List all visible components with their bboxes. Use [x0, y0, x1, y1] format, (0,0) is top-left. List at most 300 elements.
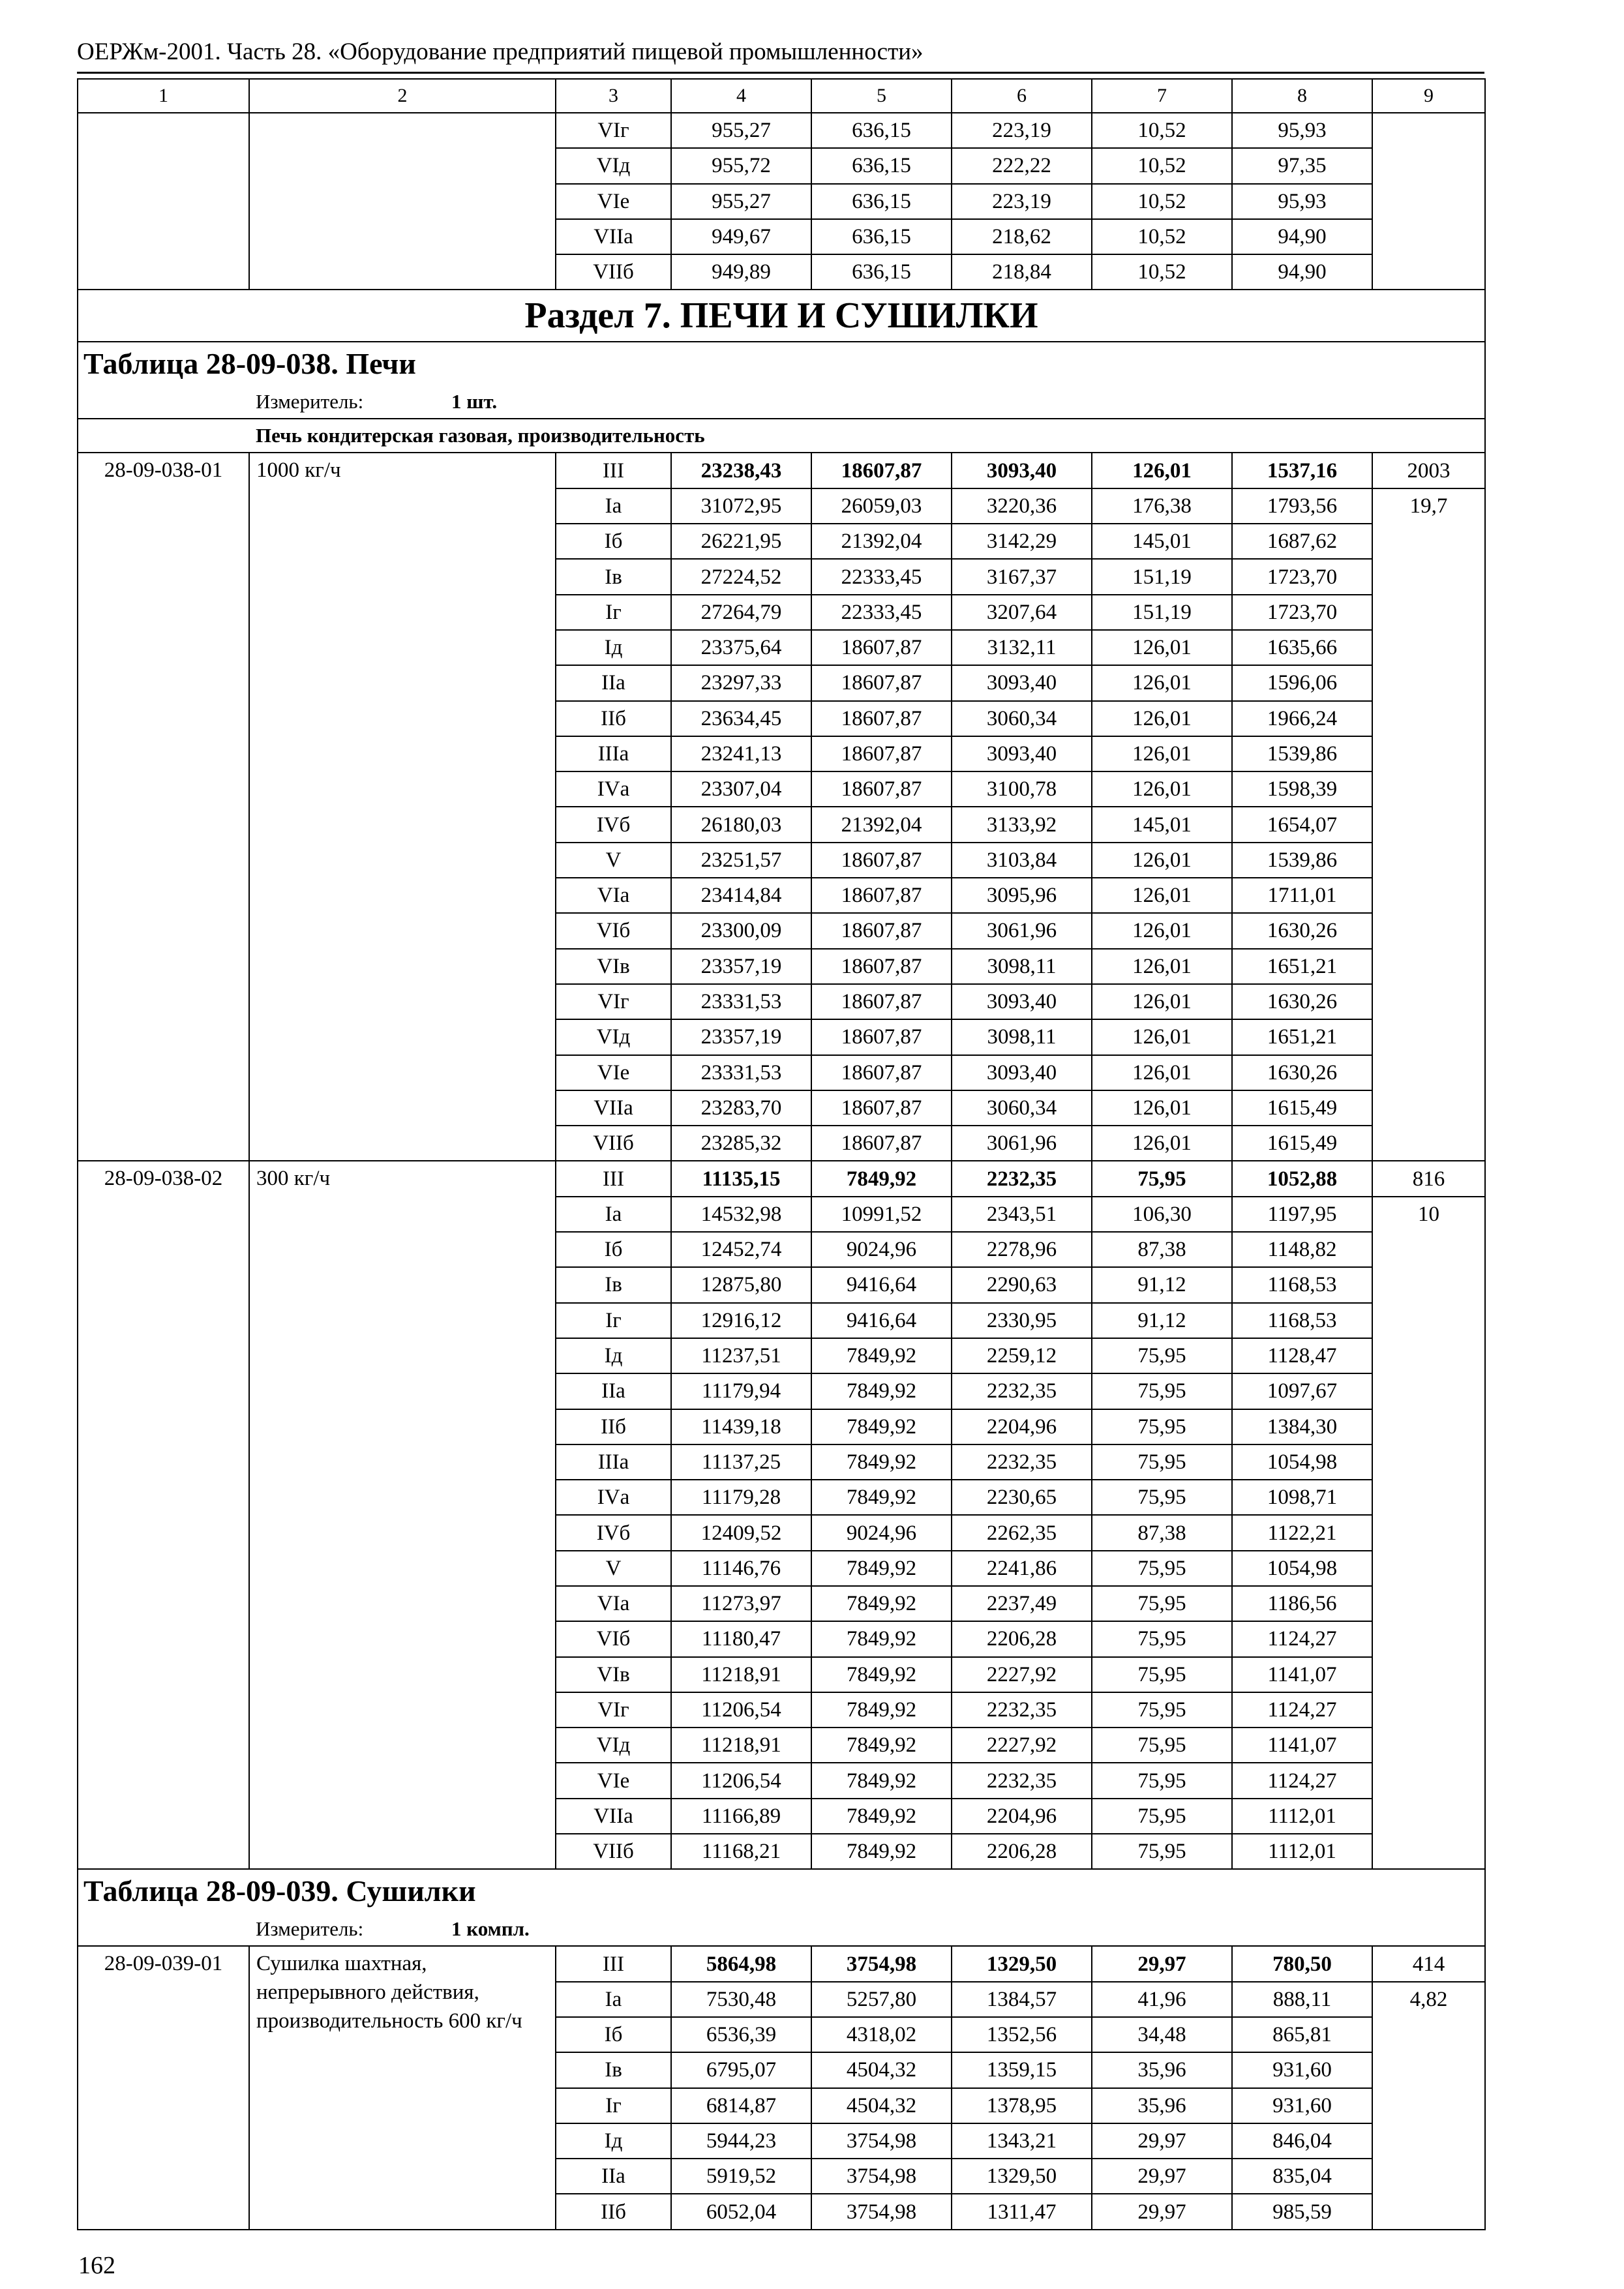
value-cell: 94,90 [1232, 254, 1372, 290]
zone-cell: IIб [556, 701, 671, 736]
name-cell: Сушилка шахтная, непрерывного действия, производительность 600 кг/ч [249, 1946, 556, 2229]
value-cell: 23307,04 [671, 771, 811, 807]
value-cell: 23283,70 [671, 1090, 811, 1126]
value-cell: 1359,15 [952, 2052, 1092, 2087]
value-cell: 126,01 [1092, 1055, 1232, 1090]
value-cell: 35,96 [1092, 2088, 1232, 2123]
value-cell: 11179,28 [671, 1480, 811, 1515]
resource-cell [1372, 113, 1485, 290]
zone-cell: Iб [556, 524, 671, 559]
value-cell: 2290,63 [952, 1267, 1092, 1302]
zone-cell: Iг [556, 2088, 671, 2123]
value-cell: 11179,94 [671, 1373, 811, 1409]
zone-cell: VIIа [556, 1090, 671, 1126]
value-cell: 18607,87 [811, 1090, 952, 1126]
value-cell: 75,95 [1092, 1799, 1232, 1834]
value-cell: 18607,87 [811, 630, 952, 665]
value-cell: 11137,25 [671, 1444, 811, 1480]
value-cell: 18607,87 [811, 1126, 952, 1161]
value-cell: 1097,67 [1232, 1373, 1372, 1409]
measure-cell [78, 385, 1485, 419]
value-cell: 3061,96 [952, 913, 1092, 948]
zone-cell: VIа [556, 878, 671, 913]
value-cell: 7849,92 [811, 1799, 952, 1834]
zone-cell: Iг [556, 595, 671, 630]
value-cell: 1615,49 [1232, 1090, 1372, 1126]
value-cell: 10,52 [1092, 148, 1232, 183]
column-number: 7 [1092, 79, 1232, 113]
value-cell: 1054,98 [1232, 1444, 1372, 1480]
resource-value: 2003 [1372, 453, 1485, 488]
measure-row [78, 1913, 1485, 1946]
value-cell: 26180,03 [671, 807, 811, 842]
value-cell: 18607,87 [811, 665, 952, 700]
zone-cell: IIIа [556, 736, 671, 771]
value-cell: 1197,95 [1232, 1197, 1372, 1232]
zone-cell: VIб [556, 1621, 671, 1656]
value-cell: 2206,28 [952, 1621, 1092, 1656]
value-cell: 23414,84 [671, 878, 811, 913]
value-cell: 7849,92 [811, 1444, 952, 1480]
value-cell: 6795,07 [671, 2052, 811, 2087]
value-cell: 11218,91 [671, 1728, 811, 1763]
page-header: ОЕРЖм-2001. Часть 28. «Оборудование предприятий пищевой промышленности» [77, 38, 924, 65]
value-cell: 1711,01 [1232, 878, 1372, 913]
value-cell: 2227,92 [952, 1728, 1092, 1763]
value-cell: 1723,70 [1232, 559, 1372, 594]
value-cell: 3754,98 [811, 2194, 952, 2229]
value-cell: 75,95 [1092, 1834, 1232, 1869]
table-title: Таблица 28-09-039. Сушилки [78, 1869, 1485, 1913]
zone-cell: IVа [556, 1480, 671, 1515]
zone-cell: IIб [556, 1409, 671, 1444]
value-cell: 75,95 [1092, 1586, 1232, 1621]
page-number: 162 [78, 2252, 115, 2279]
zone-cell: Iа [556, 488, 671, 524]
value-cell: 3220,36 [952, 488, 1092, 524]
value-cell: 955,72 [671, 148, 811, 183]
zone-cell: Iд [556, 1338, 671, 1373]
value-cell: 126,01 [1092, 913, 1232, 948]
value-cell: 75,95 [1092, 1692, 1232, 1728]
value-cell: 2330,95 [952, 1303, 1092, 1338]
value-cell: 3100,78 [952, 771, 1092, 807]
value-cell: 636,15 [811, 254, 952, 290]
name-cell: 300 кг/ч [249, 1161, 556, 1869]
zone-cell: IIIа [556, 1444, 671, 1480]
value-cell: 11206,54 [671, 1763, 811, 1798]
rates-table-frame [77, 78, 1484, 2238]
value-cell: 29,97 [1092, 2194, 1232, 2229]
value-cell: 6052,04 [671, 2194, 811, 2229]
zone-cell: IIа [556, 665, 671, 700]
zone-cell: V [556, 1551, 671, 1586]
section-title: Раздел 7. ПЕЧИ И СУШИЛКИ [78, 290, 1485, 342]
value-cell: 949,67 [671, 219, 811, 254]
code-cell: 28-09-039-01 [78, 1946, 249, 2229]
name-cell [249, 113, 556, 290]
zone-cell: III [556, 1161, 671, 1196]
value-cell: 2232,35 [952, 1692, 1092, 1728]
value-cell: 1141,07 [1232, 1728, 1372, 1763]
value-cell: 2343,51 [952, 1197, 1092, 1232]
value-cell: 176,38 [1092, 488, 1232, 524]
value-cell: 75,95 [1092, 1728, 1232, 1763]
value-cell: 23300,09 [671, 913, 811, 948]
value-cell: 26059,03 [811, 488, 952, 524]
table-row [78, 113, 1485, 148]
value-cell: 126,01 [1092, 736, 1232, 771]
zone-cell: Iб [556, 1232, 671, 1267]
value-cell: 7849,92 [811, 1480, 952, 1515]
value-cell: 2232,35 [952, 1763, 1092, 1798]
table-row [78, 453, 1485, 488]
value-cell: 2227,92 [952, 1657, 1092, 1692]
zone-cell: Iа [556, 1197, 671, 1232]
group-title-row [78, 419, 1485, 453]
value-cell: 7849,92 [811, 1409, 952, 1444]
value-cell: 126,01 [1092, 1126, 1232, 1161]
zone-cell: VIг [556, 1692, 671, 1728]
value-cell: 10,52 [1092, 219, 1232, 254]
zone-cell: VIв [556, 949, 671, 984]
value-cell: 9416,64 [811, 1303, 952, 1338]
value-cell: 2241,86 [952, 1551, 1092, 1586]
value-cell: 27264,79 [671, 595, 811, 630]
value-cell: 6536,39 [671, 2017, 811, 2052]
column-number: 5 [811, 79, 952, 113]
value-cell: 75,95 [1092, 1373, 1232, 1409]
resource-value: 816 [1372, 1161, 1485, 1196]
value-cell: 18607,87 [811, 1019, 952, 1055]
value-cell: 18607,87 [811, 843, 952, 878]
value-cell: 955,27 [671, 184, 811, 219]
value-cell: 94,90 [1232, 219, 1372, 254]
column-number: 8 [1232, 79, 1372, 113]
zone-cell: VIе [556, 1055, 671, 1090]
value-cell: 18607,87 [811, 771, 952, 807]
value-cell: 2204,96 [952, 1409, 1092, 1444]
zone-cell: VIв [556, 1657, 671, 1692]
value-cell: 23357,19 [671, 1019, 811, 1055]
zone-cell: Iв [556, 1267, 671, 1302]
measure-row [78, 385, 1485, 419]
value-cell: 3061,96 [952, 1126, 1092, 1161]
value-cell: 1539,86 [1232, 843, 1372, 878]
column-number: 6 [952, 79, 1092, 113]
value-cell: 3133,92 [952, 807, 1092, 842]
zone-cell: VIIа [556, 219, 671, 254]
value-cell: 1966,24 [1232, 701, 1372, 736]
value-cell: 1124,27 [1232, 1692, 1372, 1728]
value-cell: 218,62 [952, 219, 1092, 254]
zone-cell: Iв [556, 2052, 671, 2087]
value-cell: 7849,92 [811, 1551, 952, 1586]
value-cell: 95,93 [1232, 184, 1372, 219]
value-cell: 3093,40 [952, 736, 1092, 771]
value-cell: 10,52 [1092, 113, 1232, 148]
value-cell: 23634,45 [671, 701, 811, 736]
value-cell: 7849,92 [811, 1373, 952, 1409]
value-cell: 1148,82 [1232, 1232, 1372, 1267]
value-cell: 27224,52 [671, 559, 811, 594]
value-cell: 126,01 [1092, 878, 1232, 913]
zone-cell: Iг [556, 1303, 671, 1338]
value-cell: 75,95 [1092, 1409, 1232, 1444]
value-cell: 1186,56 [1232, 1586, 1372, 1621]
zone-cell: IIб [556, 2194, 671, 2229]
value-cell: 26221,95 [671, 524, 811, 559]
value-cell: 23241,13 [671, 736, 811, 771]
value-cell: 7849,92 [811, 1834, 952, 1869]
value-cell: 9024,96 [811, 1515, 952, 1550]
zone-cell: III [556, 453, 671, 488]
value-cell: 1128,47 [1232, 1338, 1372, 1373]
value-cell: 223,19 [952, 113, 1092, 148]
zone-cell: VIд [556, 148, 671, 183]
value-cell: 23357,19 [671, 949, 811, 984]
zone-cell: VIг [556, 113, 671, 148]
value-cell: 1098,71 [1232, 1480, 1372, 1515]
value-cell: 5919,52 [671, 2159, 811, 2194]
zone-cell: Iд [556, 2123, 671, 2159]
zone-cell: VIIб [556, 1834, 671, 1869]
value-cell: 2278,96 [952, 1232, 1092, 1267]
zone-cell: VIа [556, 1586, 671, 1621]
value-cell: 87,38 [1092, 1515, 1232, 1550]
value-cell: 12916,12 [671, 1303, 811, 1338]
value-cell: 1630,26 [1232, 984, 1372, 1019]
value-cell: 7530,48 [671, 1982, 811, 2017]
value-cell: 126,01 [1092, 1019, 1232, 1055]
value-cell: 106,30 [1092, 1197, 1232, 1232]
value-cell: 5864,98 [671, 1946, 811, 1981]
zone-cell: VIIб [556, 1126, 671, 1161]
value-cell: 3754,98 [811, 2123, 952, 2159]
value-cell: 11180,47 [671, 1621, 811, 1656]
value-cell: 1168,53 [1232, 1303, 1372, 1338]
value-cell: 2259,12 [952, 1338, 1092, 1373]
value-cell: 18607,87 [811, 736, 952, 771]
table-title: Таблица 28-09-038. Печи [78, 342, 1485, 385]
measure-value: 1 шт. [451, 390, 498, 413]
zone-cell: IVб [556, 1515, 671, 1550]
value-cell: 7849,92 [811, 1692, 952, 1728]
measure-value: 1 компл. [451, 1917, 530, 1941]
section-row [78, 290, 1485, 342]
value-cell: 11206,54 [671, 1692, 811, 1728]
value-cell: 18607,87 [811, 984, 952, 1019]
value-cell: 3098,11 [952, 1019, 1092, 1055]
value-cell: 4318,02 [811, 2017, 952, 2052]
value-cell: 2232,35 [952, 1373, 1092, 1409]
value-cell: 2230,65 [952, 1480, 1092, 1515]
zone-cell: Iв [556, 559, 671, 594]
value-cell: 1343,21 [952, 2123, 1092, 2159]
value-cell: 22333,45 [811, 595, 952, 630]
value-cell: 4504,32 [811, 2088, 952, 2123]
value-cell: 3103,84 [952, 843, 1092, 878]
value-cell: 3754,98 [811, 1946, 952, 1981]
value-cell: 1539,86 [1232, 736, 1372, 771]
value-cell: 23285,32 [671, 1126, 811, 1161]
value-cell: 9024,96 [811, 1232, 952, 1267]
value-cell: 1723,70 [1232, 595, 1372, 630]
value-cell: 14532,98 [671, 1197, 811, 1232]
value-cell: 3093,40 [952, 1055, 1092, 1090]
value-cell: 1329,50 [952, 2159, 1092, 2194]
zone-cell: VIе [556, 1763, 671, 1798]
value-cell: 1630,26 [1232, 913, 1372, 948]
value-cell: 3060,34 [952, 701, 1092, 736]
value-cell: 11218,91 [671, 1657, 811, 1692]
code-cell [78, 113, 249, 290]
value-cell: 222,22 [952, 148, 1092, 183]
value-cell: 3132,11 [952, 630, 1092, 665]
value-cell: 636,15 [811, 113, 952, 148]
value-cell: 126,01 [1092, 701, 1232, 736]
table-row [78, 1161, 1485, 1196]
value-cell: 11168,21 [671, 1834, 811, 1869]
column-number: 4 [671, 79, 811, 113]
value-cell: 7849,92 [811, 1728, 952, 1763]
value-cell: 1124,27 [1232, 1763, 1372, 1798]
value-cell: 18607,87 [811, 1055, 952, 1090]
value-cell: 835,04 [1232, 2159, 1372, 2194]
value-cell: 11273,97 [671, 1586, 811, 1621]
zone-cell: Iб [556, 2017, 671, 2052]
value-cell: 2204,96 [952, 1799, 1092, 1834]
table-row [78, 1946, 1485, 1981]
value-cell: 1329,50 [952, 1946, 1092, 1981]
value-cell: 12875,80 [671, 1267, 811, 1302]
value-cell: 21392,04 [811, 807, 952, 842]
value-cell: 3093,40 [952, 665, 1092, 700]
column-number-row [78, 79, 1485, 113]
value-cell: 1687,62 [1232, 524, 1372, 559]
value-cell: 75,95 [1092, 1621, 1232, 1656]
table-title-row [78, 1869, 1485, 1913]
value-cell: 4504,32 [811, 2052, 952, 2087]
value-cell: 636,15 [811, 184, 952, 219]
zone-cell: IIа [556, 2159, 671, 2194]
value-cell: 23238,43 [671, 453, 811, 488]
value-cell: 151,19 [1092, 595, 1232, 630]
value-cell: 10,52 [1092, 184, 1232, 219]
value-cell: 11166,89 [671, 1799, 811, 1834]
value-cell: 1122,21 [1232, 1515, 1372, 1550]
value-cell: 18607,87 [811, 913, 952, 948]
value-cell: 7849,92 [811, 1338, 952, 1373]
value-cell: 145,01 [1092, 807, 1232, 842]
measure-label: Измеритель: [256, 390, 364, 413]
value-cell: 18607,87 [811, 878, 952, 913]
value-cell: 1112,01 [1232, 1834, 1372, 1869]
value-cell: 11146,76 [671, 1551, 811, 1586]
value-cell: 23331,53 [671, 984, 811, 1019]
value-cell: 75,95 [1092, 1444, 1232, 1480]
value-cell: 1384,30 [1232, 1409, 1372, 1444]
measure-cell [78, 1913, 1485, 1946]
value-cell: 34,48 [1092, 2017, 1232, 2052]
zone-cell: Iа [556, 1982, 671, 2017]
column-number: 1 [78, 79, 249, 113]
value-cell: 35,96 [1092, 2052, 1232, 2087]
value-cell: 23331,53 [671, 1055, 811, 1090]
value-cell: 2232,35 [952, 1161, 1092, 1196]
table-title-row [78, 342, 1485, 385]
zone-cell: III [556, 1946, 671, 1981]
value-cell: 1112,01 [1232, 1799, 1372, 1834]
zone-cell: IVа [556, 771, 671, 807]
value-cell: 846,04 [1232, 2123, 1372, 2159]
value-cell: 1052,88 [1232, 1161, 1372, 1196]
value-cell: 75,95 [1092, 1657, 1232, 1692]
value-cell: 75,95 [1092, 1338, 1232, 1373]
value-cell: 7849,92 [811, 1657, 952, 1692]
column-number: 9 [1372, 79, 1485, 113]
value-cell: 126,01 [1092, 665, 1232, 700]
zone-cell: VIе [556, 184, 671, 219]
value-cell: 636,15 [811, 219, 952, 254]
resource-value: 4,82 [1372, 1982, 1485, 2230]
value-cell: 95,93 [1232, 113, 1372, 148]
value-cell: 126,01 [1092, 984, 1232, 1019]
value-cell: 126,01 [1092, 949, 1232, 984]
value-cell: 636,15 [811, 148, 952, 183]
value-cell: 29,97 [1092, 2123, 1232, 2159]
value-cell: 888,11 [1232, 1982, 1372, 2017]
value-cell: 5257,80 [811, 1982, 952, 2017]
zone-cell: VIг [556, 984, 671, 1019]
value-cell: 1793,56 [1232, 488, 1372, 524]
value-cell: 7849,92 [811, 1161, 952, 1196]
value-cell: 12409,52 [671, 1515, 811, 1550]
value-cell: 11439,18 [671, 1409, 811, 1444]
value-cell: 931,60 [1232, 2088, 1372, 2123]
value-cell: 1615,49 [1232, 1126, 1372, 1161]
value-cell: 91,12 [1092, 1267, 1232, 1302]
value-cell: 75,95 [1092, 1763, 1232, 1798]
resource-value: 414 [1372, 1946, 1485, 1981]
value-cell: 126,01 [1092, 1090, 1232, 1126]
value-cell: 1378,95 [952, 2088, 1092, 2123]
value-cell: 10,52 [1092, 254, 1232, 290]
value-cell: 29,97 [1092, 2159, 1232, 2194]
value-cell: 75,95 [1092, 1551, 1232, 1586]
value-cell: 1384,57 [952, 1982, 1092, 2017]
value-cell: 2262,35 [952, 1515, 1092, 1550]
rates-table [77, 78, 1486, 2230]
resource-value: 19,7 [1372, 488, 1485, 1161]
value-cell: 1168,53 [1232, 1267, 1372, 1302]
header-rule [77, 72, 1484, 74]
value-cell: 1596,06 [1232, 665, 1372, 700]
value-cell: 7849,92 [811, 1621, 952, 1656]
value-cell: 97,35 [1232, 148, 1372, 183]
name-cell: 1000 кг/ч [249, 453, 556, 1161]
zone-cell: VIIа [556, 1799, 671, 1834]
value-cell: 12452,74 [671, 1232, 811, 1267]
value-cell: 126,01 [1092, 630, 1232, 665]
value-cell: 3095,96 [952, 878, 1092, 913]
value-cell: 87,38 [1092, 1232, 1232, 1267]
value-cell: 865,81 [1232, 2017, 1372, 2052]
value-cell: 1654,07 [1232, 807, 1372, 842]
value-cell: 7849,92 [811, 1763, 952, 1798]
value-cell: 75,95 [1092, 1480, 1232, 1515]
column-number: 3 [556, 79, 671, 113]
